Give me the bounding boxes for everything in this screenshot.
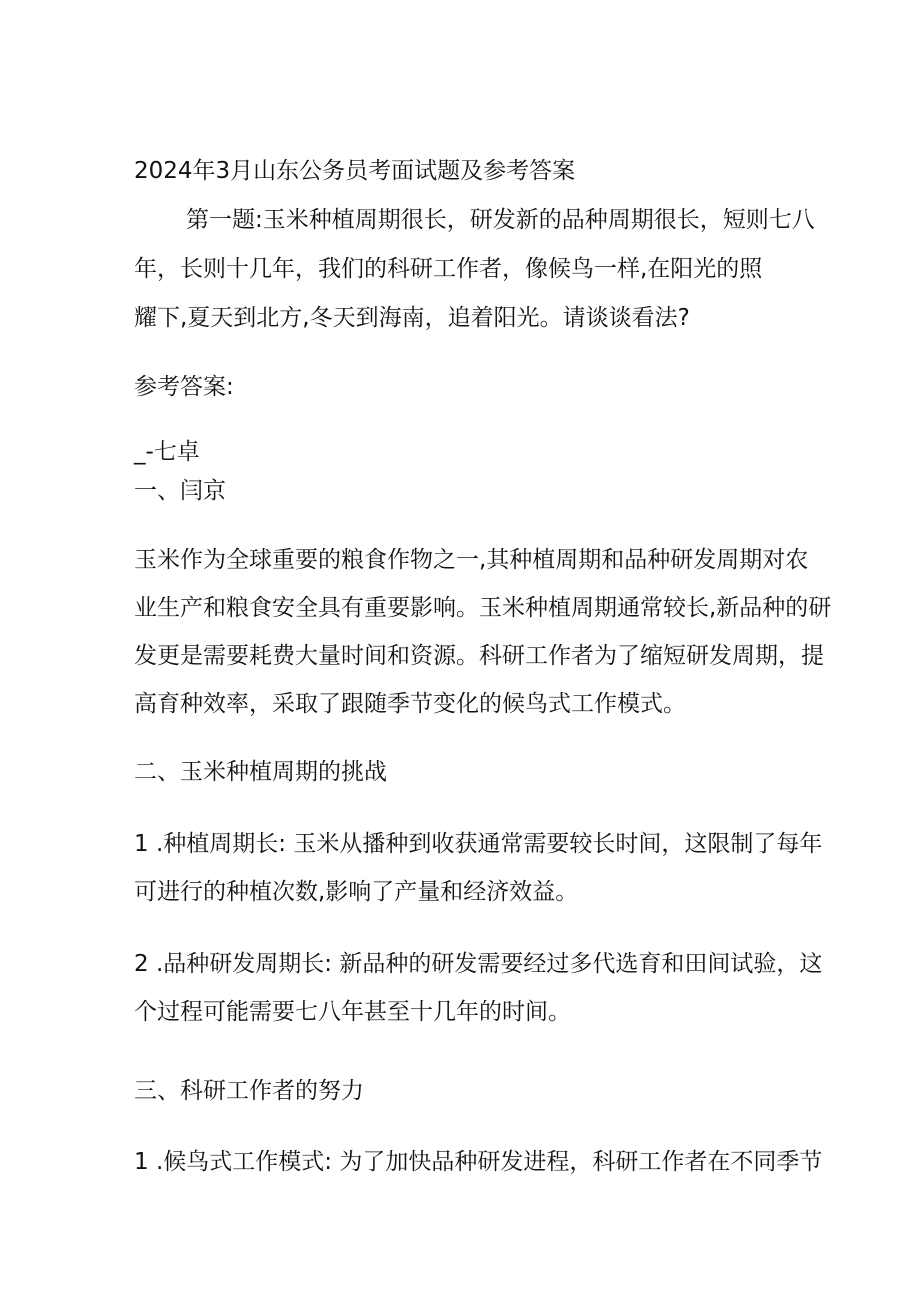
paragraph-line: 发更是需要耗费大量时间和资源。科研工作者为了缩短研发周期，提 xyxy=(134,643,824,669)
section2-heading: 二、玉米种植周期的挑战 xyxy=(134,759,387,785)
garbled-heading: _-七卓 xyxy=(134,439,200,465)
answer-label: 参考答案: xyxy=(134,374,234,400)
paragraph-line: 业生产和粮食安全具有重要影响。玉米种植周期通常较长,新品种的研 xyxy=(134,595,832,621)
paragraph-line: 2 .品种研发周期长: 新品种的研发需要经过多代选育和田间试验，这 xyxy=(134,951,823,977)
question-line: 第一题:玉米种植周期很长，研发新的品种周期很长，短则七八 xyxy=(186,207,815,233)
section3-heading: 三、科研工作者的努力 xyxy=(134,1078,364,1104)
section1-paragraph xyxy=(134,536,832,728)
paragraph-line: 玉米作为全球重要的粮食作物之一,其种植周期和品种研发周期对农 xyxy=(134,547,809,573)
document-title: 2024年3月山东公务员考面试题及参考答案 xyxy=(134,158,576,184)
section1-heading: 一、闫京 xyxy=(134,478,226,504)
paragraph-line: 1 .种植周期长: 玉米从播种到收获通常需要较长时间，这限制了每年 xyxy=(134,831,823,857)
paragraph-line: 1 .候鸟式工作模式: 为了加快品种研发进程，科研工作者在不同季节 xyxy=(134,1149,823,1175)
section3-item1 xyxy=(134,1138,823,1186)
question-line: 年，长则十几年，我们的科研工作者，像候鸟一样,在阳光的照 xyxy=(134,256,763,282)
section2-item1 xyxy=(134,820,823,916)
question-paragraph xyxy=(134,196,815,343)
paragraph-line: 高育种效率，采取了跟随季节变化的候鸟式工作模式。 xyxy=(134,691,686,717)
question-line: 耀下,夏天到北方,冬天到海南，追着阳光。请谈谈看法? xyxy=(134,305,690,331)
paragraph-line: 个过程可能需要七八年甚至十几年的时间。 xyxy=(134,999,571,1025)
section2-item2 xyxy=(134,940,823,1036)
paragraph-line: 可进行的种植次数,影响了产量和经济效益。 xyxy=(134,879,579,905)
